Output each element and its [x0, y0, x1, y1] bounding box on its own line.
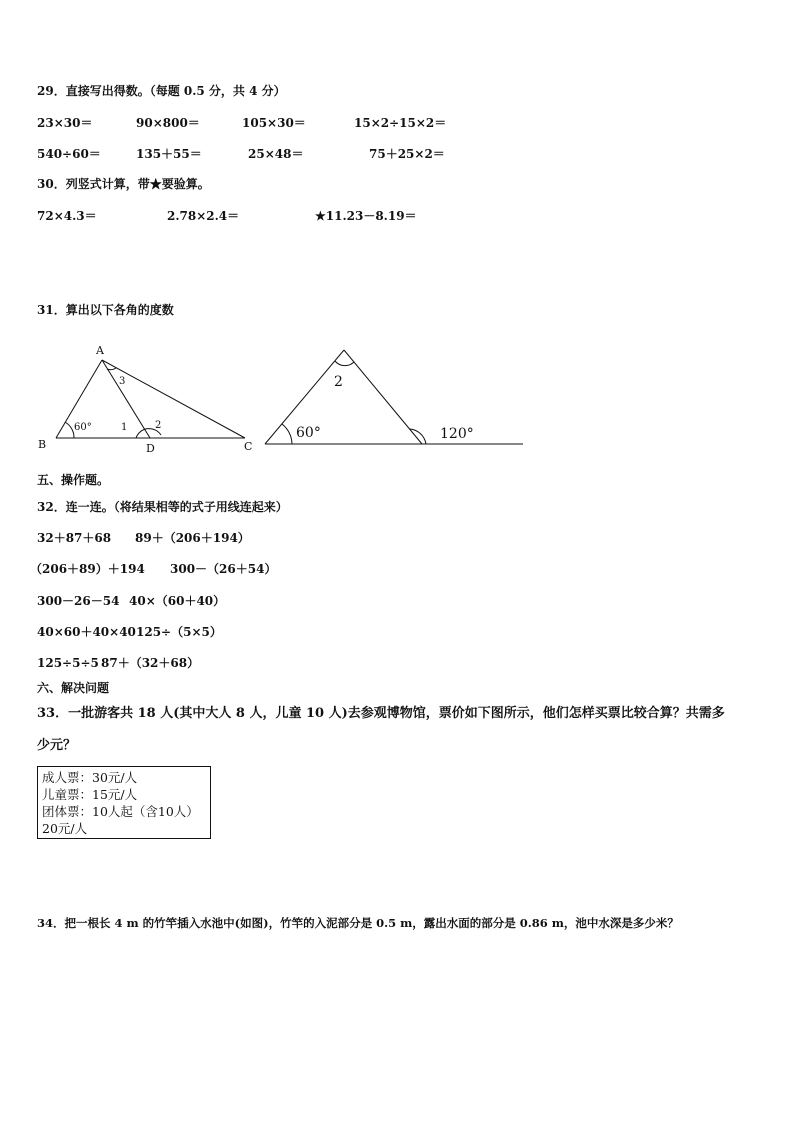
- section-5-heading: 五、操作题。: [37, 473, 110, 487]
- q32-left-5: 125÷5÷5: [37, 656, 99, 670]
- ticket-price-group: 团体票：10人起（含10人）: [42, 804, 199, 819]
- q32-left-4: 40×60＋40×40: [37, 625, 136, 639]
- q33-text-line-1: 33．一批游客共 18 人(其中大人 8 人，儿童 10 人)去参观博物馆，票价如下图所示，他们怎样买票比较合算？共需多: [37, 706, 725, 721]
- q29-expr-6: 135＋55＝: [136, 147, 202, 161]
- angle-120-label: 120°: [440, 426, 474, 442]
- q32-left-1: 32＋87＋68: [37, 531, 112, 545]
- q30-expr-3: ★11.23－8.19＝: [315, 209, 417, 223]
- q29-expr-7: 25×48＝: [248, 147, 304, 161]
- angle-1-label: 1: [121, 422, 128, 433]
- q32-right-1: 89＋（206＋194）: [135, 531, 250, 545]
- vertex-b-label: B: [38, 438, 47, 451]
- vertex-d-label: D: [146, 442, 155, 455]
- ticket-price-box: [37, 766, 211, 839]
- q29-expr-2: 90×800＝: [136, 116, 200, 130]
- q32-right-2: 300－（26＋54）: [170, 562, 277, 576]
- ticket-price-child: 儿童票：15元/人: [42, 787, 138, 802]
- angle-2-label: 2: [334, 374, 343, 390]
- ticket-price-adult: 成人票：30元/人: [42, 770, 138, 785]
- ticket-price-group-rate: 20元/人: [42, 821, 88, 836]
- angle-b-label: 60°: [74, 422, 92, 433]
- q29-expr-4: 15×2÷15×2＝: [354, 116, 447, 130]
- section-6-heading: 六、解决问题: [37, 681, 110, 695]
- q33-text-line-2: 少元？: [37, 738, 77, 753]
- q32-title: 32．连一连。（将结果相等的式子用线连起来）: [37, 500, 288, 514]
- triangle-figure-2: [260, 344, 530, 454]
- q30-expr-1: 72×4.3＝: [37, 209, 97, 223]
- q31-title: 31．算出以下各角的度数: [37, 303, 174, 317]
- q32-left-2: （206＋89）＋194: [30, 562, 145, 576]
- q30-expr-2: 2.78×2.4＝: [167, 209, 240, 223]
- q34-text: 34．把一根长 4 m 的竹竿插入水池中(如图)，竹竿的入泥部分是 0.5 m，露出水面的部分是 0.86 m，池中水深是多少米？: [37, 916, 679, 930]
- angle-2-label: 2: [155, 420, 162, 431]
- q29-expr-5: 540÷60＝: [37, 147, 101, 161]
- q30-title: 30．列竖式计算，带★要验算。: [37, 177, 210, 191]
- angle-60-label: 60°: [296, 425, 321, 441]
- q29-expr-1: 23×30＝: [37, 116, 93, 130]
- triangle-figure-1: [30, 340, 290, 460]
- q32-right-5: 87＋（32＋68）: [101, 656, 200, 670]
- q32-right-3: 40×（60＋40）: [129, 594, 226, 608]
- vertex-c-label: C: [244, 440, 253, 453]
- vertex-a-label: A: [96, 344, 104, 357]
- angle-3-label: 3: [119, 376, 126, 387]
- q32-left-3: 300－26－54: [37, 594, 120, 608]
- q29-title: 29．直接写出得数。（每题 0.5 分，共 4 分）: [37, 84, 286, 98]
- q29-expr-8: 75＋25×2＝: [369, 147, 445, 161]
- q29-expr-3: 105×30＝: [242, 116, 306, 130]
- q32-right-4: 125÷（5×5）: [136, 625, 222, 639]
